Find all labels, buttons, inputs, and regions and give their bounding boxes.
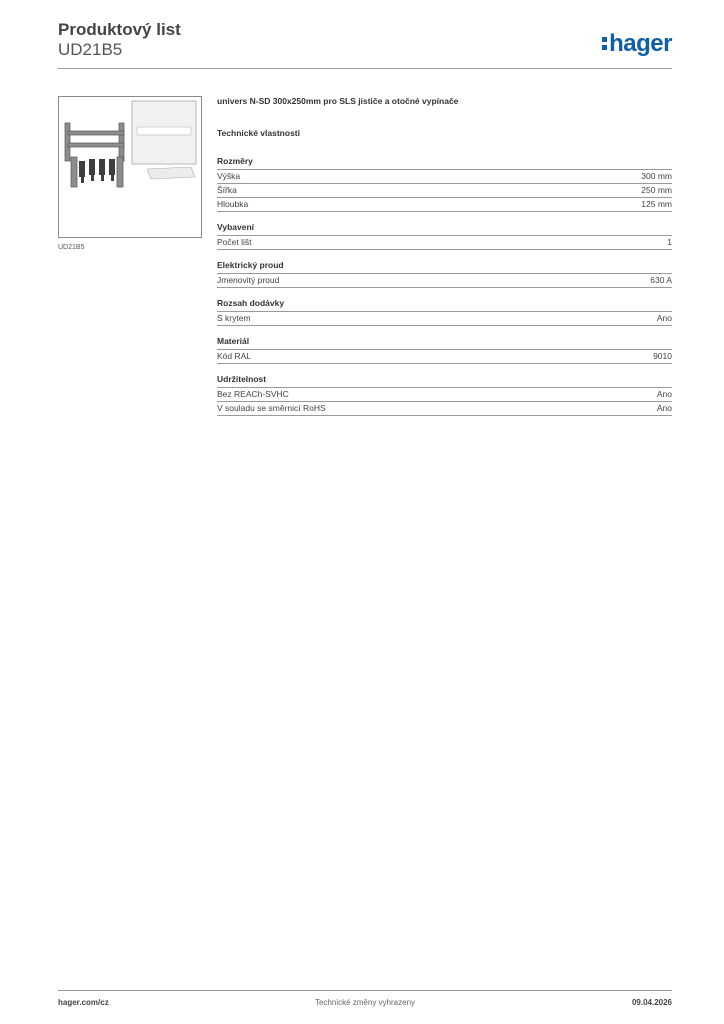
spec-label: Kód RAL xyxy=(217,351,252,361)
page-header xyxy=(58,20,672,70)
section-title: Vybavení xyxy=(217,222,672,236)
spec-value: 630 A xyxy=(650,275,672,285)
section-material xyxy=(217,336,672,364)
footer-date: 09.04.2026 xyxy=(631,998,672,1007)
spec-label: Počet lišt xyxy=(217,237,252,247)
spec-row xyxy=(217,274,672,288)
section-equipment xyxy=(217,222,672,250)
spec-row xyxy=(217,312,672,326)
header-divider xyxy=(58,68,672,69)
spec-value: Ano xyxy=(656,403,672,413)
product-image xyxy=(58,96,202,238)
spec-row xyxy=(217,198,672,212)
footer-website-link[interactable]: hager.com/cz xyxy=(58,998,109,1007)
spec-label: Bez REACh-SVHC xyxy=(217,389,289,399)
spec-value: 300 mm xyxy=(641,171,672,181)
spec-value: Ano xyxy=(656,389,672,399)
product-description: univers N-SD 300x250mm pro SLS jističe a otočné vypínače xyxy=(217,96,459,106)
hager-logo[interactable] xyxy=(602,30,672,58)
product-code: UD21B5 xyxy=(58,40,123,59)
tech-properties-title: Technické vlastnosti xyxy=(217,128,300,138)
spec-value: 250 mm xyxy=(641,185,672,195)
image-caption: UD21B5 xyxy=(58,244,85,251)
spec-row xyxy=(217,402,672,416)
page-title: Produktový list xyxy=(58,20,181,39)
section-scope-of-delivery xyxy=(217,298,672,326)
section-title: Elektrický proud xyxy=(217,260,672,274)
spec-label: Šířka xyxy=(217,185,237,195)
logo-text: hager xyxy=(609,30,672,57)
spec-row xyxy=(217,388,672,402)
product-illustration xyxy=(59,97,201,237)
spec-label: Hloubka xyxy=(217,199,249,209)
spec-row xyxy=(217,350,672,364)
spec-row xyxy=(217,236,672,250)
footer-divider xyxy=(58,990,672,991)
section-electrical-current xyxy=(217,260,672,288)
footer-note: Technické změny vyhrazeny xyxy=(314,998,416,1007)
logo-dots-icon xyxy=(602,30,608,54)
spec-row xyxy=(217,170,672,184)
section-title: Rozměry xyxy=(217,156,672,170)
spec-label: S krytem xyxy=(217,313,251,323)
spec-value: 9010 xyxy=(653,351,672,361)
spec-value: Ano xyxy=(656,313,672,323)
spec-content xyxy=(217,96,672,426)
section-title: Rozsah dodávky xyxy=(217,298,672,312)
spec-label: Výška xyxy=(217,171,241,181)
spec-row xyxy=(217,184,672,198)
section-sustainability xyxy=(217,374,672,416)
spec-value: 125 mm xyxy=(641,199,672,209)
section-title: Udržitelnost xyxy=(217,374,672,388)
spec-label: V souladu se směrnicí RoHS xyxy=(217,403,326,413)
section-title: Materiál xyxy=(217,336,672,350)
spec-label: Jmenovitý proud xyxy=(217,275,280,285)
section-dimensions xyxy=(217,156,672,212)
spec-value: 1 xyxy=(667,237,672,247)
